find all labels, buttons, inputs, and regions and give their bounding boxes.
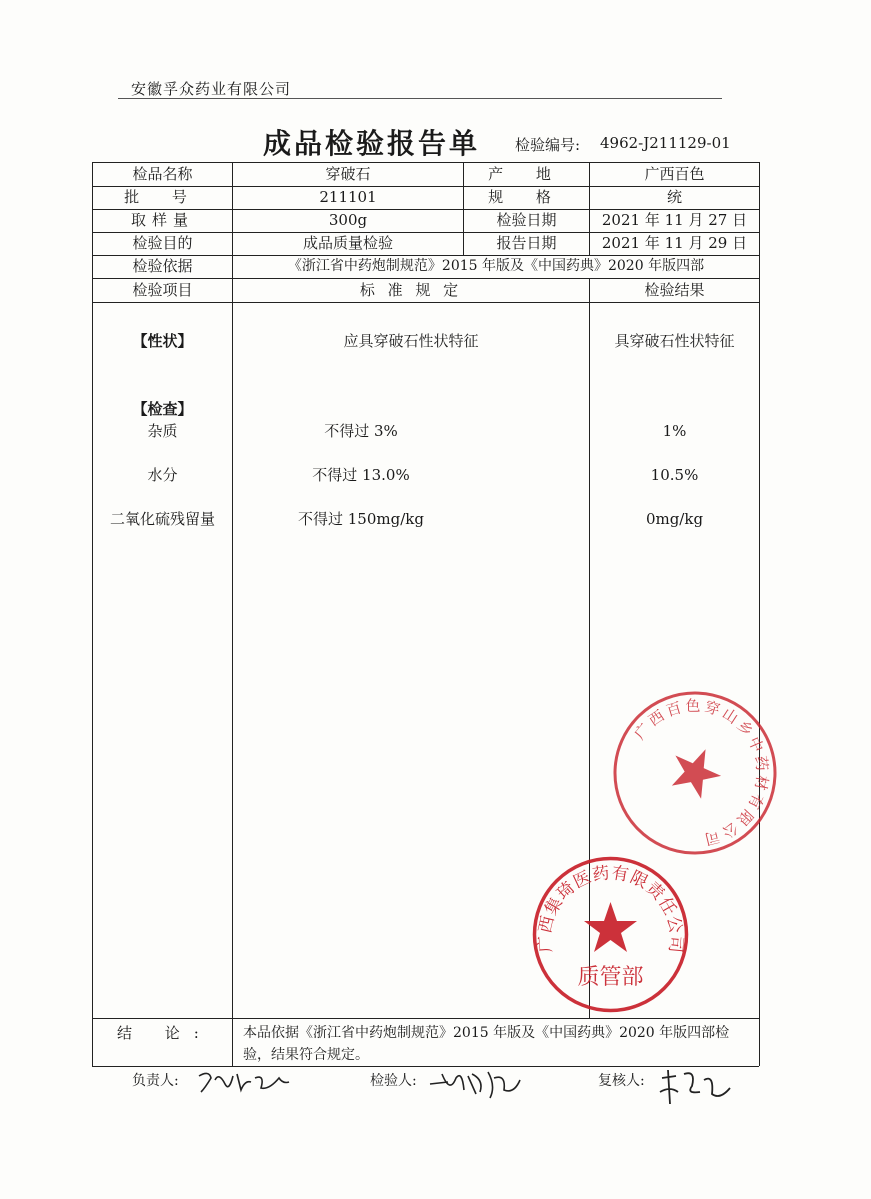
inspection-code-value: 4962-J211129-01 <box>600 134 731 152</box>
svg-text:广西集琦医药有限责任公司: 广西集琦医药有限责任公司 <box>535 863 687 955</box>
report-date-label: 报告日期 <box>496 234 557 252</box>
test-standard: 不得过 3% <box>324 422 398 440</box>
table-line <box>92 302 759 303</box>
inspect-date-value: 2021 年 11 月 27 日 <box>601 211 748 229</box>
table-line <box>759 162 760 1066</box>
upper-seal-stamp <box>605 683 785 863</box>
spec-value: 统 <box>666 188 682 206</box>
test-result: 0mg/kg <box>645 510 704 528</box>
origin-value: 广西百色 <box>644 165 705 183</box>
appearance-section-head: 【性状】 <box>132 332 193 350</box>
reviewer-signature <box>656 1064 736 1108</box>
items-header: 检验项目 <box>132 281 193 299</box>
test-result: 10.5% <box>650 466 699 484</box>
table-line <box>92 1018 759 1019</box>
batch-value: 211101 <box>319 188 377 206</box>
responsible-label: 负责人: <box>132 1073 179 1089</box>
product-name-value: 穿破石 <box>325 165 371 183</box>
responsible-signature <box>195 1064 295 1100</box>
inspection-code-label: 检验编号: <box>515 136 581 154</box>
svg-text:广西百色穿山乡中药材有限公司: 广西百色穿山乡中药材有限公司 <box>630 696 772 849</box>
origin-label: 产 地 <box>488 165 565 183</box>
test-item: 杂质 <box>147 422 178 440</box>
purpose-value: 成品质量检验 <box>302 234 393 252</box>
inspector-label: 检验人: <box>370 1073 417 1089</box>
svg-text:质管部: 质管部 <box>577 965 644 990</box>
test-item: 二氧化硫残留量 <box>109 510 215 528</box>
purpose-label: 检验目的 <box>132 234 193 252</box>
spec-label: 规 格 <box>488 188 565 206</box>
batch-label: 批 号 <box>124 188 201 206</box>
conclusion-label: 结 论: <box>117 1024 213 1042</box>
basis-label: 检验依据 <box>132 257 193 275</box>
result-header: 检验结果 <box>644 281 705 299</box>
sample-qty-label: 取样量 <box>130 211 194 229</box>
table-line <box>92 278 759 279</box>
report-title: 成品检验报告单 <box>263 127 481 160</box>
inspector-signature <box>428 1064 528 1104</box>
conclusion-text: 本品依据《浙江省中药炮制规范》2015 年版及《中国药典》2020 年版四部检验，结果符合规定。 <box>243 1025 730 1063</box>
test-standard: 不得过 150mg/kg <box>298 510 424 528</box>
table-line <box>92 162 759 163</box>
report-date-value: 2021 年 11 月 29 日 <box>601 234 748 252</box>
company-name: 安徽孚众药业有限公司 <box>131 80 292 98</box>
product-name-label: 检品名称 <box>132 165 193 183</box>
test-result: 1% <box>662 422 687 440</box>
company-underline <box>118 98 722 99</box>
appearance-result: 具穿破石性状特征 <box>614 332 735 350</box>
sample-qty-value: 300g <box>328 211 368 229</box>
check-section-head: 【检查】 <box>132 400 193 418</box>
basis-value: 《浙江省中药炮制规范》2015 年版及《中国药典》2020 年版四部 <box>287 258 705 274</box>
reviewer-label: 复核人: <box>598 1073 645 1089</box>
quality-dept-seal-stamp <box>528 852 693 1017</box>
test-item: 水分 <box>147 466 178 484</box>
inspect-date-label: 检验日期 <box>496 211 557 229</box>
appearance-standard: 应具穿破石性状特征 <box>343 332 479 350</box>
test-standard: 不得过 13.0% <box>312 466 410 484</box>
standard-header: 标 准 规 定 <box>359 281 463 299</box>
